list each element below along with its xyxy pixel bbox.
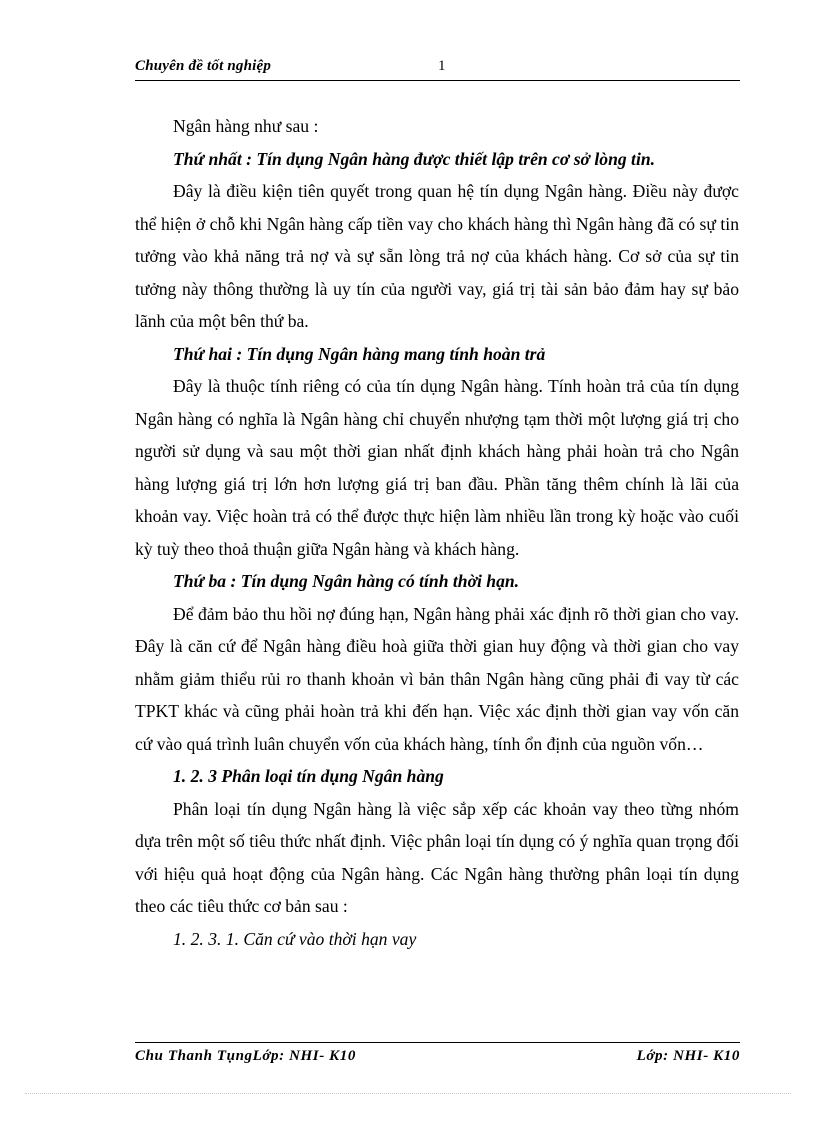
page-footer (135, 1042, 740, 1064)
paragraph: Đây là điều kiện tiên quyết trong quan hệ tín dụng Ngân hàng. Điều này được thể hiện ở chỗ khi Ngân hàng cấp tiền vay cho khách hàng thì Ngân hàng đã có sự tin tưởng vào khả năng trả nợ và sự sẵn lòng trả nợ của khách hàng. Cơ sở của sự tin tưởng này thông thường là uy tín của người vay, giá trị tài sản bảo đảm hay sự bảo lãnh của một bên thứ ba. (135, 181, 739, 331)
header-title: Chuyên đề tốt nghiệp (135, 58, 272, 74)
document-body (135, 110, 739, 955)
section-heading: Thứ hai : Tín dụng Ngân hàng mang tính hoàn trả (173, 343, 546, 364)
section-heading: 1. 2. 3 Phân loại tín dụng Ngân hàng (173, 766, 444, 786)
section-heading: Thứ ba : Tín dụng Ngân hàng có tính thời hạn. (173, 571, 520, 591)
paragraph: Ngân hàng như sau : (173, 116, 319, 136)
footer-author: Chu Thanh TụngLớp: NHI- K10 (135, 1048, 356, 1064)
section-heading: Thứ nhất : Tín dụng Ngân hàng được thiết lập trên cơ sở lòng tin. (173, 148, 656, 169)
paragraph: Đây là thuộc tính riêng có của tín dụng Ngân hàng. Tính hoàn trả của tín dụng Ngân hàng có nghĩa là Ngân hàng chỉ chuyển nhượng tạm thời một lượng giá trị cho người sử dụng và sau một thời gian nhất định khách hàng phải hoàn trả cho Ngân hàng lượng giá trị lớn hơn lượng giá trị ban đầu. Phần tăng thêm chính là lãi của khoản vay. Việc hoàn trả có thể được thực hiện làm nhiều lần trong kỳ hoặc vào cuối kỳ tuỳ theo thoả thuận giữa Ngân hàng và khách hàng. (135, 376, 739, 559)
paragraph: Phân loại tín dụng Ngân hàng là việc sắp xếp các khoản vay theo từng nhóm dựa trên một số tiêu thức nhất định. Việc phân loại tín dụng có ý nghĩa quan trọng đối với hiệu quả hoạt động của Ngân hàng. Các Ngân hàng thường phân loại tín dụng theo các tiêu thức cơ bản sau : (135, 798, 739, 916)
paragraph: Để đảm bảo thu hồi nợ đúng hạn, Ngân hàng phải xác định rõ thời gian cho vay. Đây là căn cứ để Ngân hàng điều hoà giữa thời gian huy động và thời gian cho vay nhằm giảm thiểu rủi ro thanh khoản vì bản thân Ngân hàng cũng phải đi vay từ các TPKT khác và cũng phải hoàn trả khi đến hạn. Việc xác định thời gian vay vốn căn cứ vào quá trình luân chuyển vốn của khách hàng, tính ổn định của nguồn vốn… (135, 603, 739, 754)
subsection-heading: 1. 2. 3. 1. Căn cứ vào thời hạn vay (173, 928, 417, 949)
footer-class: Lớp: NHI- K10 (636, 1048, 740, 1064)
page-boundary-divider (25, 1093, 791, 1094)
page-number: 1 (438, 58, 446, 74)
page-header (135, 56, 740, 81)
